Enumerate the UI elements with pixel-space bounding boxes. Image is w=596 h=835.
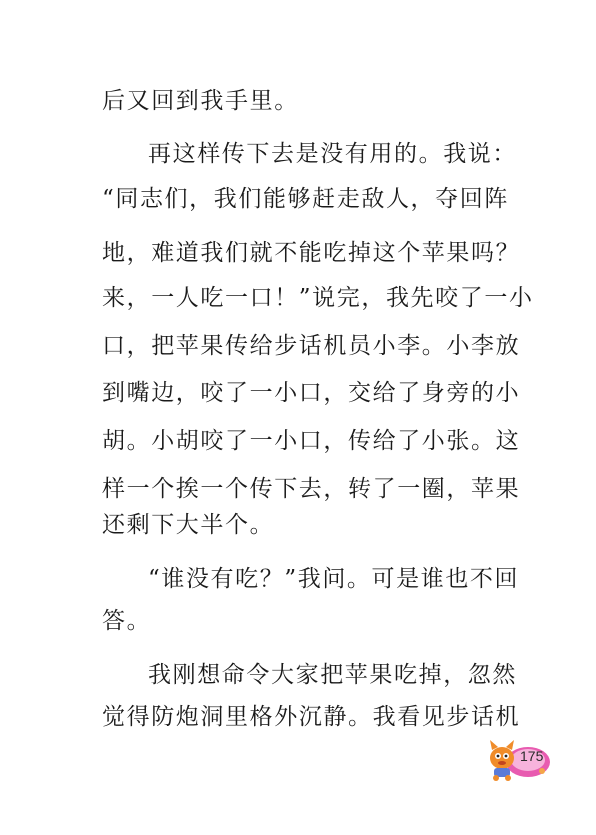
text-line-11: “谁没有吃？”我问。可是谁也不回: [148, 566, 520, 592]
text-line-4: 地，难道我们就不能吃掉这个苹果吗？: [102, 240, 521, 266]
text-line-3: “同志们，我们能够赶走敌人，夺回阵: [102, 186, 509, 212]
text-line-12: 答。: [102, 608, 152, 634]
text-line-7: 到嘴边，咬了一小口，交给了身旁的小: [102, 380, 521, 406]
text-line-1: 后又回到我手里。: [102, 88, 299, 114]
text-line-14: 觉得防炮洞里格外沉静。我看见步话机: [102, 704, 521, 730]
page-number: 175: [520, 748, 544, 764]
text-line-5: 来，一人吃一口！”说完，我先咬了一小: [102, 285, 534, 311]
text-line-8: 胡。小胡咬了一小口，传给了小张。这: [102, 428, 521, 454]
page-number-badge: [484, 738, 554, 782]
text-line-9: 样一个挨一个传下去，转了一圈，苹果: [102, 476, 521, 502]
text-line-2: 再这样传下去是没有用的。我说：: [148, 141, 517, 167]
text-line-13: 我刚想命令大家把苹果吃掉，忽然: [148, 662, 517, 688]
cartoon-cat-mascot-icon: [484, 738, 524, 782]
text-line-10: 还剩下大半个。: [102, 512, 275, 538]
text-line-6: 口，把苹果传给步话机员小李。小李放: [102, 333, 521, 359]
